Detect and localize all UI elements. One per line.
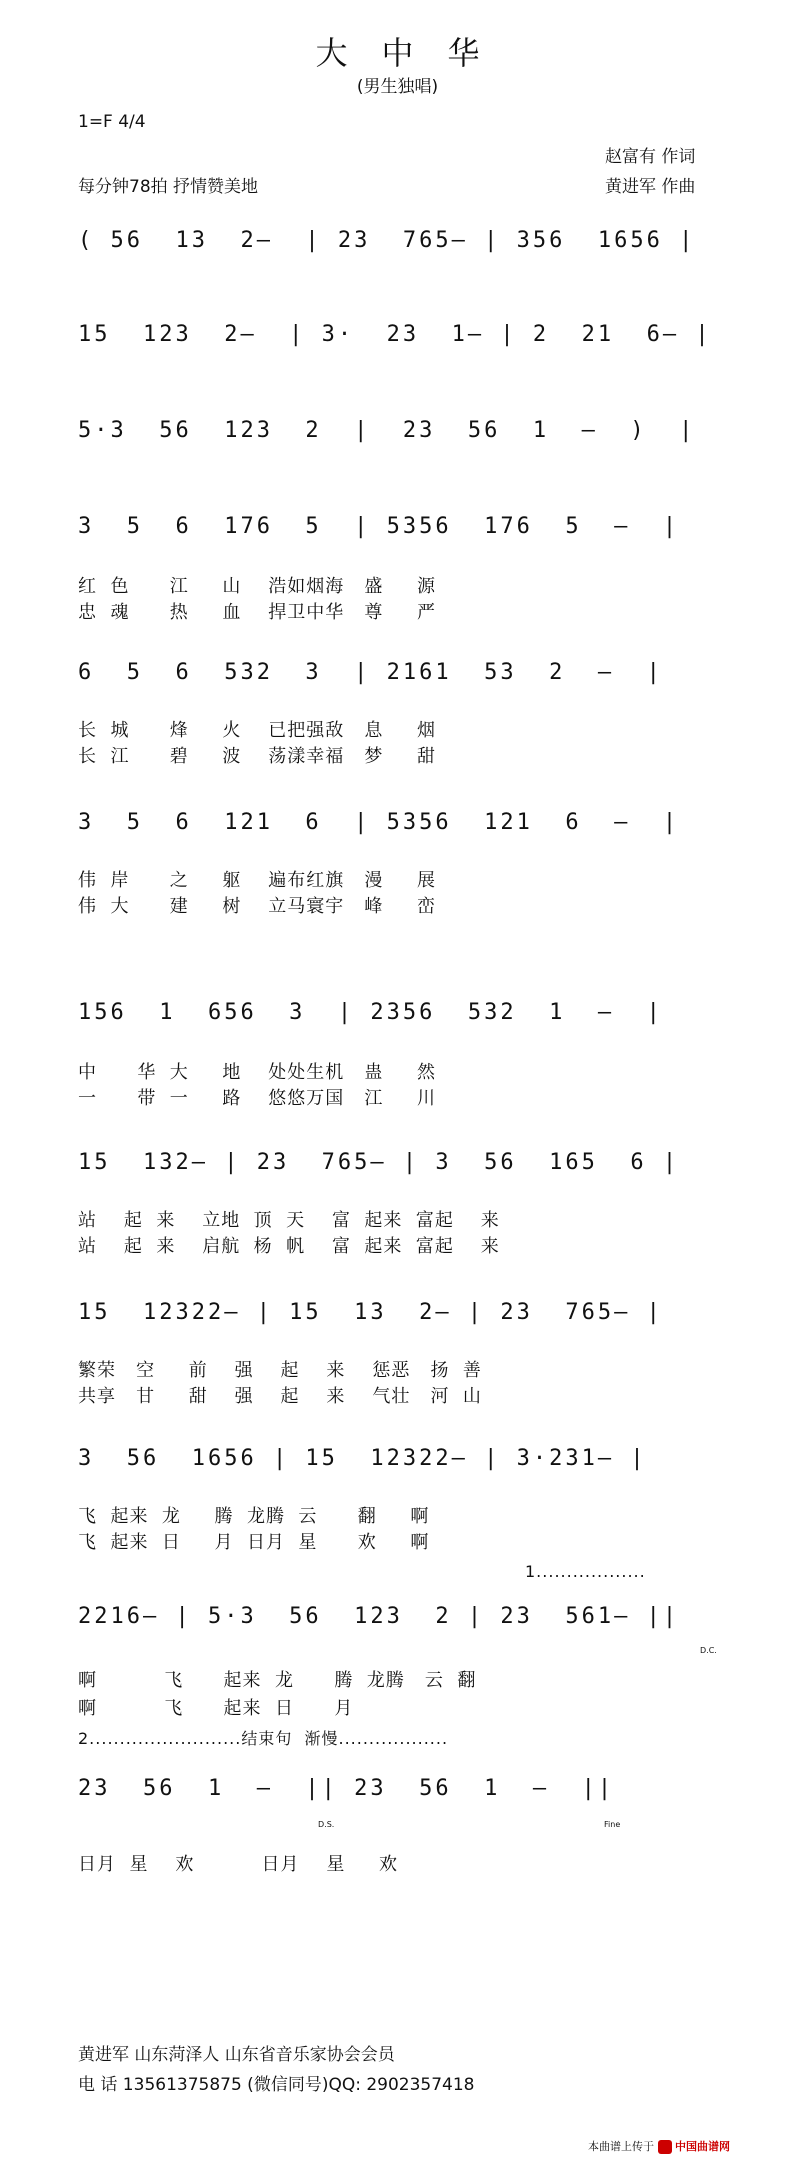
dc-mark: D.C. [700,1646,717,1655]
site-logo-icon [658,2140,672,2154]
volta-2-bracket: 2.........................结束句 渐慢.................. [78,1729,449,1748]
upload-text: 本曲谱上传于 [588,2140,654,2153]
score-line-7: 156 1 656 3 | 2356 532 1 — | [78,1000,663,1025]
lyric-line-8a: 站 起 来 立地 顶 天 富 起来 富起 来 [78,1210,500,1231]
fine-mark: Fine [604,1820,621,1829]
score-line-9: 15 12322— | 15 13 2— | 23 765— | [78,1300,663,1325]
volta-1-bracket: 1.................. [525,1562,646,1581]
score-line-10: 3 56 1656 | 15 12322— | 3·231— | [78,1446,647,1471]
score-line-3: 5·3 56 123 2 | 23 56 1 — ) | [78,418,696,443]
lyricist-credit: 赵富有 作词 [605,147,696,167]
upload-note [588,2138,730,2154]
lyric-line-7a: 中 华 大 地 处处生机 蛊 然 [78,1062,437,1083]
author-info: 黄进军 山东菏泽人 山东省音乐家协会会员 [78,2045,395,2065]
score-line-2: 15 123 2— | 3· 23 1— | 2 21 6— | [78,322,712,347]
song-title: 大中华 [315,34,514,72]
site-name: 中国曲谱网 [675,2140,730,2153]
score-line-12: 23 56 1 — || 23 56 1 — || [78,1776,615,1801]
contact-info: 电 话 13561375875 (微信同号)QQ: 2902357418 [78,2075,475,2095]
score-line-11: 2216— | 5·3 56 123 2 | 23 561— || [78,1604,680,1629]
score-line-5: 6 5 6 532 3 | 2161 53 2 — | [78,660,663,685]
tempo-marking: 每分钟78拍 抒情赞美地 [78,177,259,197]
lyric-line-8b: 站 起 来 启航 杨 帆 富 起来 富起 来 [78,1236,500,1257]
lyric-line-9a: 繁荣 空 前 强 起 来 惩恶 扬 善 [78,1360,482,1381]
lyric-line-11a: 啊 飞 起来 龙 腾 龙腾 云 翻 [78,1670,477,1691]
lyric-line-4b: 忠 魂 热 血 捍卫中华 尊 严 [78,602,437,623]
lyric-line-11b: 啊 飞 起来 日 月 [78,1698,354,1719]
score-line-4: 3 5 6 176 5 | 5356 176 5 — | [78,514,680,539]
lyric-line-10a: 飞 起来 龙 腾 龙腾 云 翻 啊 [78,1506,430,1527]
lyric-line-4a: 红 色 江 山 浩如烟海 盛 源 [78,576,437,597]
lyric-line-5b: 长 江 碧 波 荡漾幸福 梦 甜 [78,746,437,767]
lyric-line-9b: 共享 甘 甜 强 起 来 气壮 河 山 [78,1386,482,1407]
lyric-line-12a: 日月 星 欢 日月 星 欢 [78,1854,399,1875]
score-line-8: 15 132— | 23 765— | 3 56 165 6 | [78,1150,680,1175]
key-signature: 1=F 4/4 [78,112,146,132]
lyric-line-6a: 伟 岸 之 躯 遍布红旗 漫 展 [78,870,437,891]
score-line-6: 3 5 6 121 6 | 5356 121 6 — | [78,810,680,835]
ds-mark: D.S. [318,1820,335,1829]
lyric-line-6b: 伟 大 建 树 立马寰宇 峰 峦 [78,896,437,917]
lyric-line-5a: 长 城 烽 火 已把强敌 息 烟 [78,720,437,741]
lyric-line-7b: 一 带 一 路 悠悠万国 江 川 [78,1088,437,1109]
song-subtitle: (男生独唱) [356,77,439,97]
score-line-1: ( 56 13 2— | 23 765— | 356 1656 | [78,228,696,253]
composer-credit: 黄进军 作曲 [605,177,696,197]
lyric-line-10b: 飞 起来 日 月 日月 星 欢 啊 [78,1532,430,1553]
